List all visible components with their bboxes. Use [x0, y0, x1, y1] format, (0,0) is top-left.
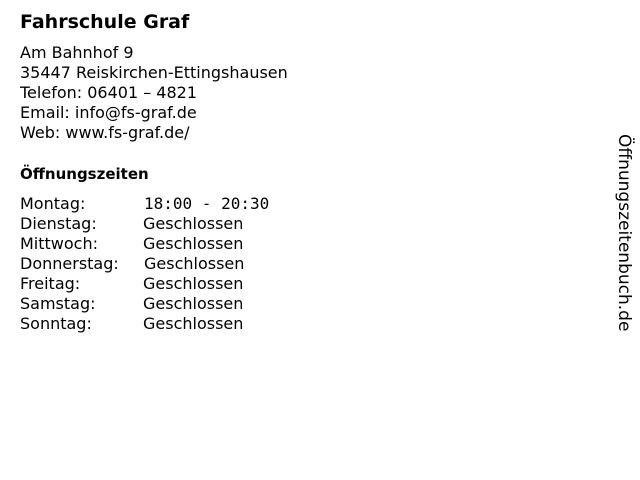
day-label: Freitag:	[20, 274, 81, 293]
day-hours: Geschlossen	[143, 274, 244, 293]
day-label: Samstag:	[20, 294, 96, 313]
contact-block	[20, 43, 288, 143]
day-hours: 18:00 - 20:30	[144, 194, 270, 213]
day-label: Mittwoch:	[20, 234, 98, 253]
day-hours: Geschlossen	[144, 254, 245, 273]
day-hours: Geschlossen	[143, 214, 244, 233]
day-label: Dienstag:	[20, 214, 97, 233]
city-address: 35447 Reiskirchen-Ettingshausen	[20, 63, 288, 82]
hours-heading: Öffnungszeiten	[20, 165, 149, 183]
day-hours: Geschlossen	[143, 294, 244, 313]
day-label: Donnerstag:	[20, 254, 119, 273]
email-address: Email: info@fs-graf.de	[20, 103, 197, 122]
day-hours: Geschlossen	[143, 234, 244, 253]
day-label: Sonntag:	[20, 314, 92, 333]
watermark-text: Öffnungszeitenbuch.de	[614, 134, 634, 332]
business-name: Fahrschule Graf	[20, 11, 190, 33]
website: Web: www.fs-graf.de/	[20, 123, 190, 142]
day-hours: Geschlossen	[143, 314, 244, 333]
street-address: Am Bahnhof 9	[20, 43, 134, 62]
day-label: Montag:	[20, 194, 86, 213]
phone-number: Telefon: 06401 – 4821	[20, 83, 198, 102]
